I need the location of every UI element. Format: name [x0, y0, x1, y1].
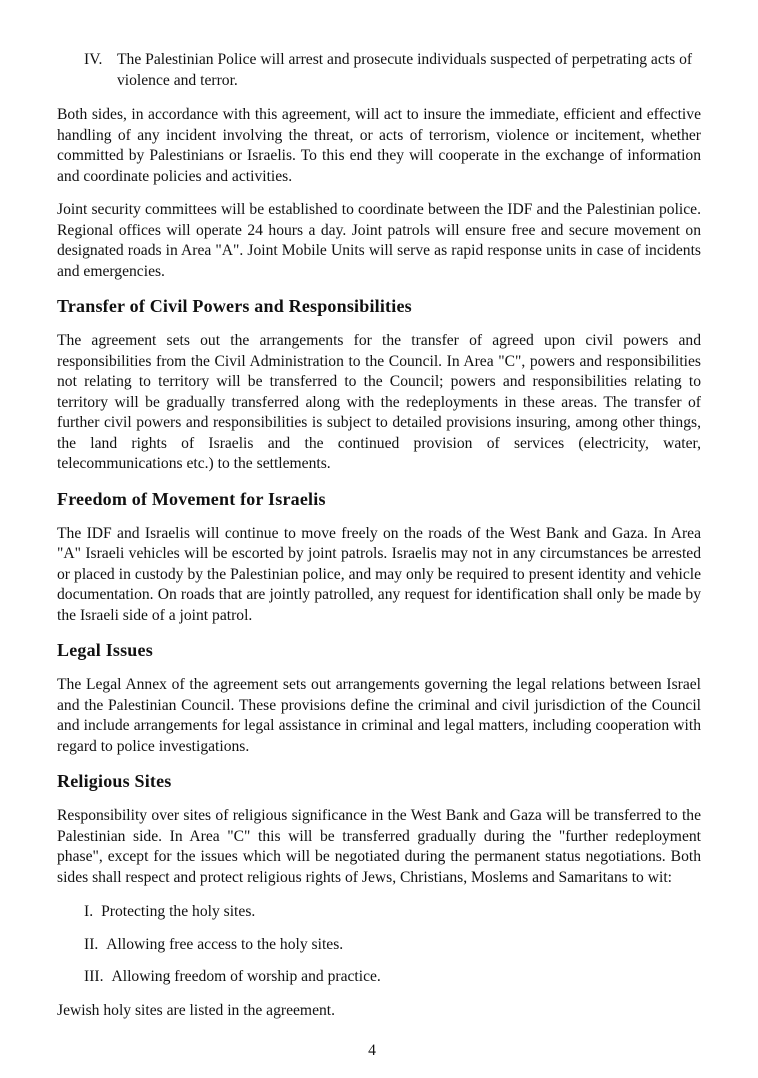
paragraph-transfer-civil-powers: The agreement sets out the arrangements for the transfer of agreed upon civil powers and responsibilities from the Civil Administration to the Council. In Area "C", powers and responsibilities not relating to territory will be transferred to the Council; powers and responsibilities relating to territory will be gradually transferred along with the redeployments in these areas. The transfer of further civil powers and responsibilities is subject to detailed provisions insuring, among other things, the land rights of Israelis and the continued provision of services (electricity, water, telecommunications etc.) to the settlements.: [57, 332, 701, 472]
holy-sites-list: [57, 902, 701, 988]
list-item-holy-3-marker: III.: [84, 968, 104, 985]
list-item-iv-text: The Palestinian Police will arrest and prosecute individuals suspected of perpetrating acts of violence and terror.: [117, 51, 693, 89]
paragraph-religious-sites: Responsibility over sites of religious significance in the West Bank and Gaza will be transferred to the Palestinian side. In Area "C" this will be transferred gradually during the "further redeployment phase", except for the issues which will be negotiated during the permanent status negotiations. Both sides shall respect and protect religious rights of Jews, Christians, Moslems and Samaritans to wit:: [57, 807, 701, 886]
heading-transfer-civil-powers: Transfer of Civil Powers and Responsibilities: [57, 296, 412, 316]
page-number: 4: [368, 1042, 376, 1059]
list-item-holy-1-marker: I.: [84, 903, 94, 920]
list-item-holy-1-text: Protecting the holy sites.: [101, 903, 256, 920]
heading-legal-issues: Legal Issues: [57, 640, 153, 660]
paragraph-joint-security: Joint security committees will be established to coordinate between the IDF and the Palestinian police. Regional offices will operate 24 hours a day. Joint patrols will ensure free and secure movement on designated roads in Area "A". Joint Mobile Units will serve as rapid response units in case of incidents and emergencies.: [57, 201, 701, 280]
paragraph-freedom-of-movement: The IDF and Israelis will continue to move freely on the roads of the West Bank and Gaza. In Area "A" Israeli vehicles will be escorted by joint patrols. Israelis may not in any circumstances be arrested or placed in custody by the Palestinian police, and may only be required to present identity and vehicle documentation. On roads that are jointly patrolled, any request for identification shall only be made by the Israeli side of a joint patrol.: [57, 524, 701, 624]
list-item-holy-3-text: Allowing freedom of worship and practice.: [111, 968, 381, 985]
list-item-holy-2-marker: II.: [84, 935, 99, 953]
paragraph-legal-issues: The Legal Annex of the agreement sets out arrangements governing the legal relations between Israel and the Palestinian Council. These provisions define the criminal and civil jurisdiction of the Council and include arrangements for legal assistance in criminal and legal matters, including cooperation with regard to police investigations.: [57, 676, 701, 755]
list-item-iv: [57, 50, 701, 91]
heading-freedom-of-movement: Freedom of Movement for Israelis: [57, 488, 326, 509]
paragraph-both-sides: Both sides, in accordance with this agreement, will act to insure the immediate, efficient and effective handling of any incident involving the threat, or acts of terrorism, violence or incitement, whether committed by Palestinians or Israelis. To this end they will cooperate in the exchange of information and coordinate policies and activities.: [57, 106, 701, 185]
paragraph-jewish-holy-sites: Jewish holy sites are listed in the agreement.: [57, 1001, 336, 1019]
heading-religious-sites: Religious Sites: [57, 771, 172, 791]
list-item-holy-2: [57, 935, 701, 956]
list-item-holy-1: [57, 902, 701, 923]
list-item-holy-2-text: Allowing free access to the holy sites.: [106, 935, 344, 953]
document-content: [57, 50, 701, 1021]
list-item-iv-marker: IV.: [84, 51, 103, 68]
list-item-holy-3: [57, 967, 701, 988]
